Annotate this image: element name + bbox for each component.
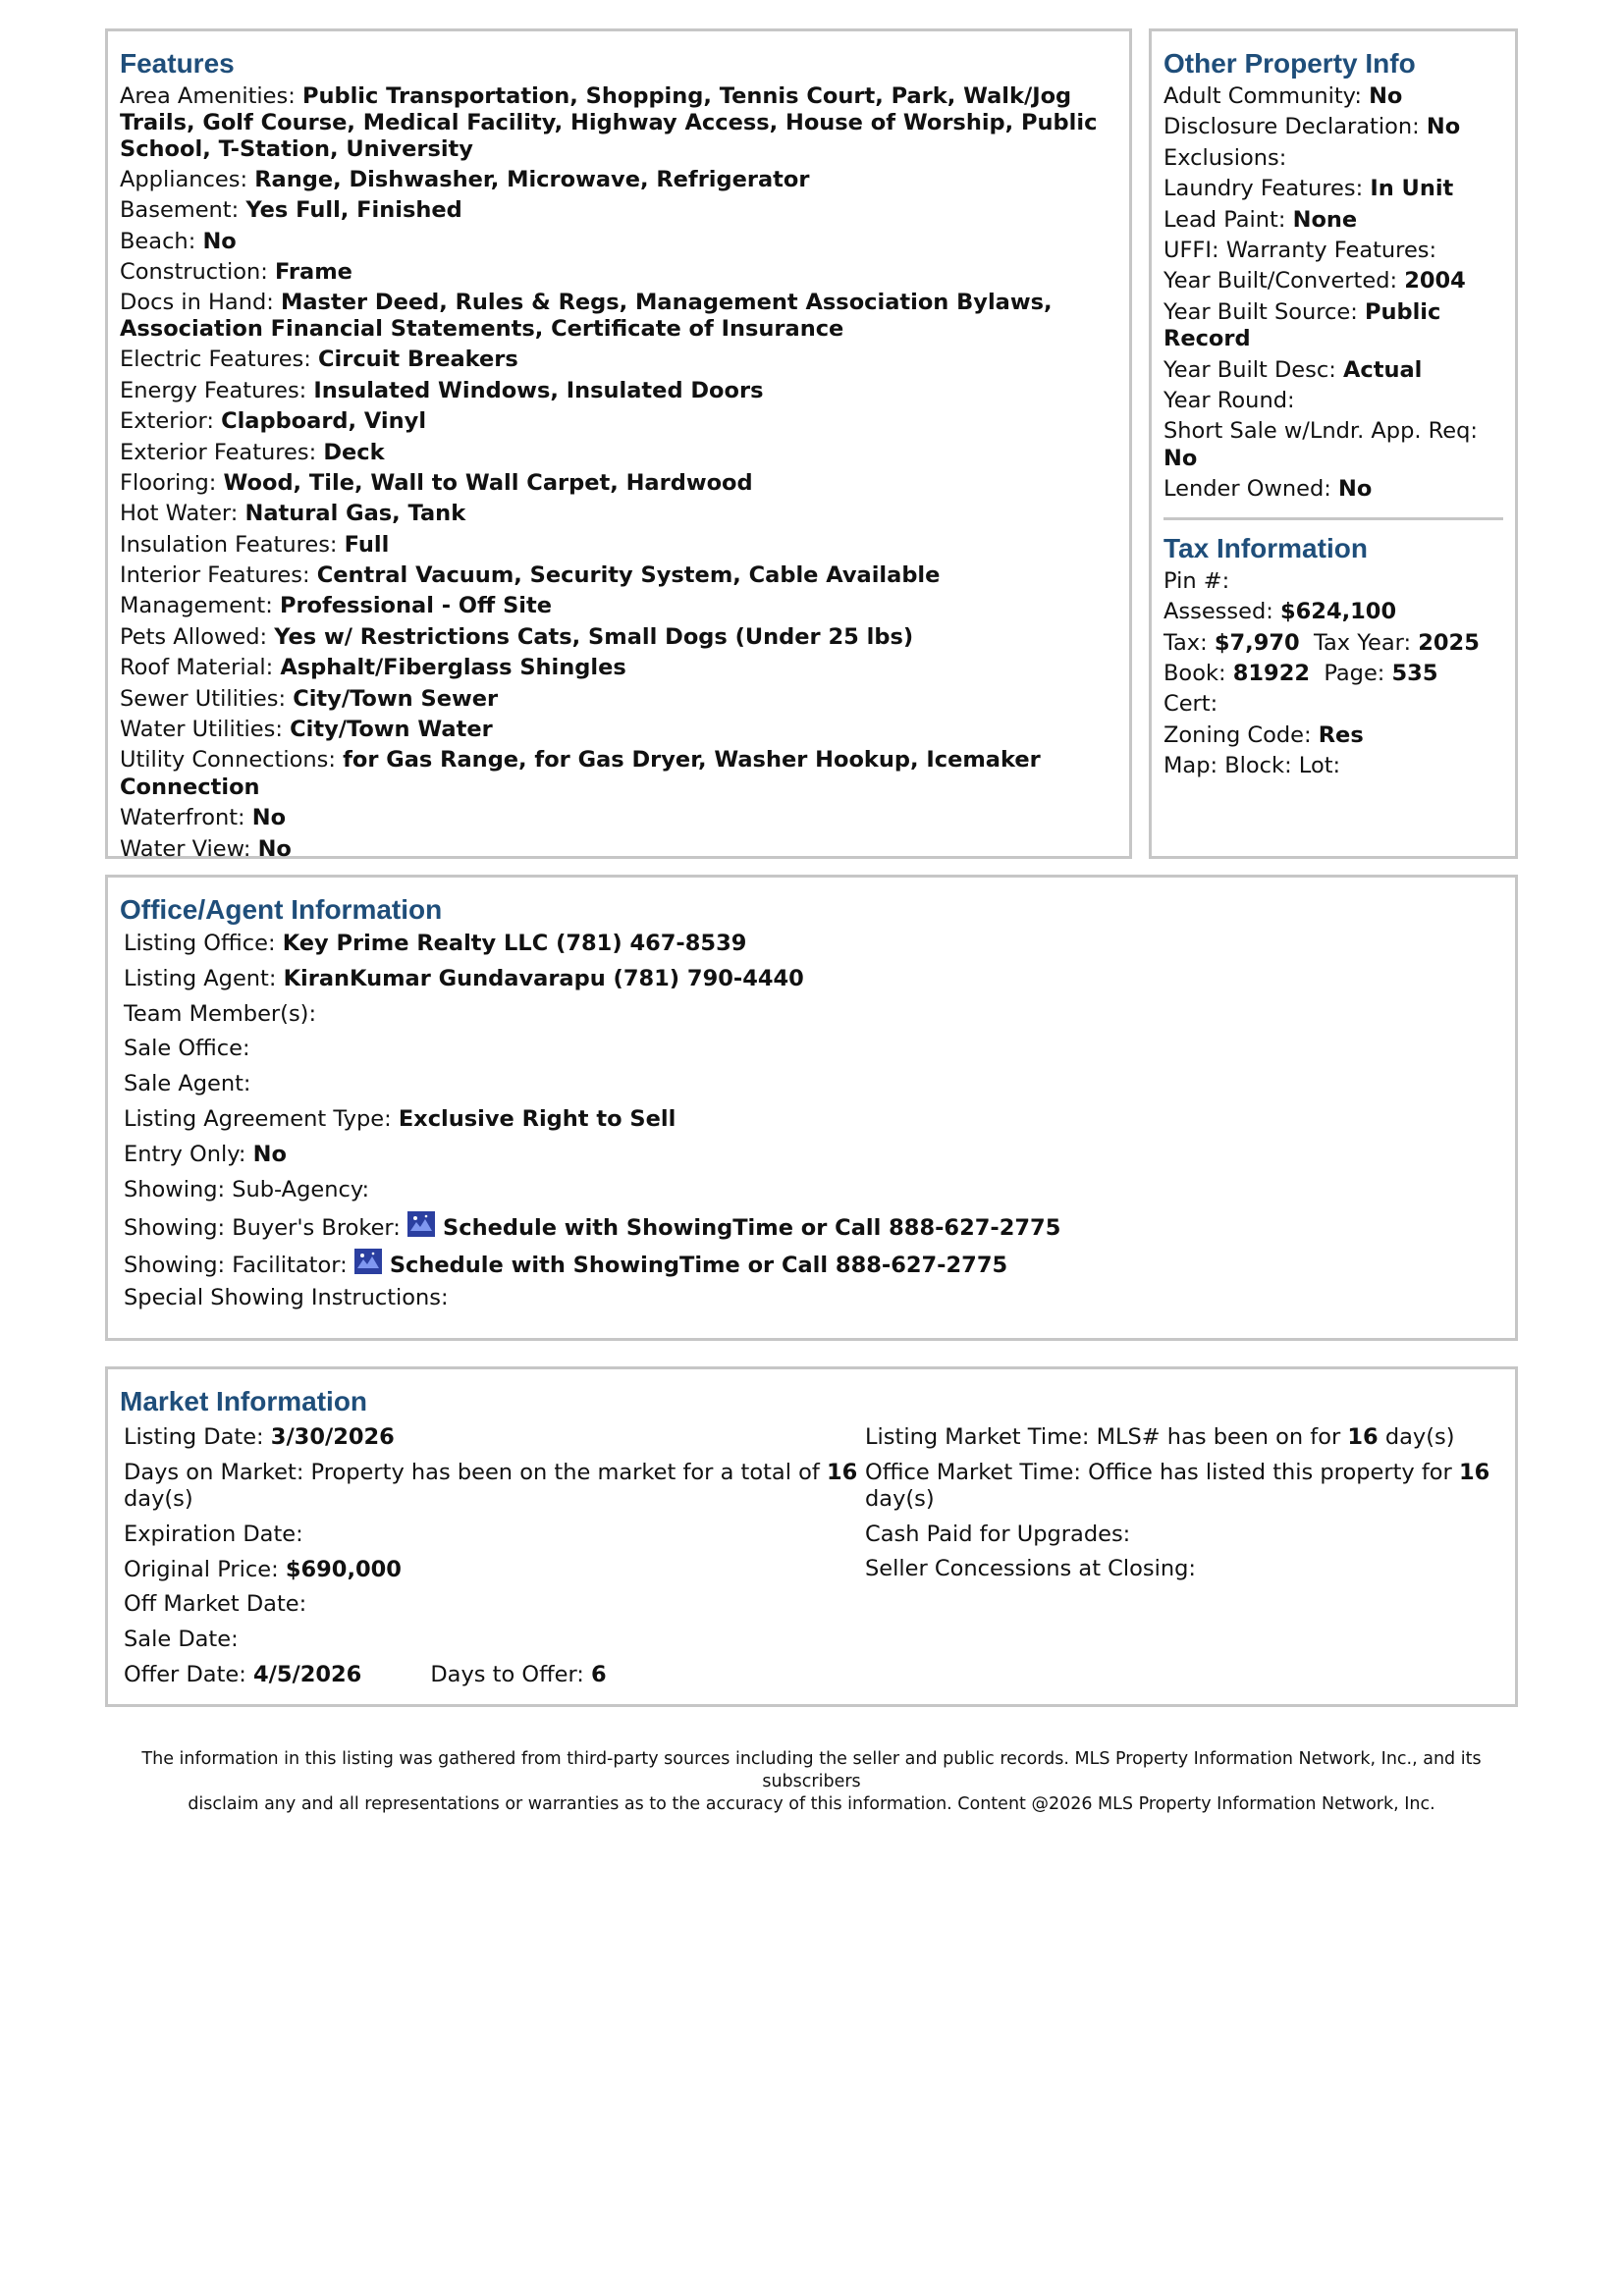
feature-value: Range, Dishwasher, Microwave, Refrigerator — [254, 166, 810, 192]
other-property-label: Year Round: — [1163, 388, 1295, 414]
feature-value: Circuit Breakers — [318, 347, 518, 373]
feature-label: Construction: — [120, 259, 275, 286]
feature-label: Exterior Features: — [120, 439, 324, 465]
feature-value: Yes Full, Finished — [245, 197, 462, 224]
other-property-value: No — [1163, 445, 1198, 471]
feature-row — [120, 717, 1117, 744]
market-right-column — [865, 1424, 1493, 1697]
other-property-row — [1163, 176, 1503, 203]
tax-info-title: Tax Information — [1163, 532, 1368, 563]
feature-value: Wood, Tile, Wall to Wall Carpet, Hardwood — [223, 469, 753, 496]
office-agent-row — [120, 1142, 1503, 1169]
feature-value: Full — [344, 531, 390, 558]
office-agent-label: Listing Agreement Type: — [124, 1105, 399, 1132]
market-left-label: Expiration Date: — [124, 1521, 303, 1547]
feature-row — [120, 747, 1117, 801]
office-agent-value: No — [252, 1141, 287, 1167]
other-property-value: 2004 — [1404, 268, 1466, 294]
other-property-row — [1163, 418, 1503, 472]
market-right-row — [865, 1556, 1493, 1583]
feature-row — [120, 347, 1117, 374]
other-property-label: Year Built Source: — [1163, 298, 1365, 325]
other-property-value: No — [1369, 83, 1403, 109]
feature-value: No — [202, 228, 237, 254]
office-agent-label: Showing: Sub-Agency: — [124, 1176, 370, 1202]
other-property-label: Lead Paint: — [1163, 206, 1293, 233]
tax-book-row: Book: 81922 Page: 535 — [1163, 660, 1438, 686]
market-right-label: Listing Market Time: MLS# has been on for — [865, 1424, 1348, 1450]
features-list — [120, 83, 1117, 863]
feature-label: Flooring: — [120, 469, 224, 496]
feature-label: Hot Water: — [120, 501, 245, 527]
market-info-section — [105, 1366, 1518, 1707]
market-left-row — [124, 1460, 865, 1514]
feature-label: Interior Features: — [120, 562, 317, 589]
feature-label: Utility Connections: — [120, 747, 344, 774]
office-agent-value: Key Prime Realty LLC (781) 467-8539 — [282, 931, 747, 956]
office-agent-label: Listing Agent: — [124, 965, 284, 991]
office-agent-label: Sale Office: — [124, 1036, 250, 1062]
feature-row — [120, 593, 1117, 620]
other-property-row — [1163, 268, 1503, 295]
market-right-suffix: day(s) — [865, 1486, 935, 1512]
tax-cert-row: Cert: — [1163, 691, 1218, 718]
feature-row — [120, 655, 1117, 682]
facilitator-row: Showing: Facilitator: Schedule with ShowingTime or Call 888-627-2775 — [120, 1249, 1503, 1280]
market-left-label: Original Price: — [124, 1556, 286, 1582]
feature-label: Exterior: — [120, 408, 222, 435]
market-left-label: Listing Date: — [124, 1424, 271, 1450]
other-property-row — [1163, 299, 1503, 353]
feature-row — [120, 290, 1117, 343]
feature-row — [120, 805, 1117, 832]
feature-value: Insulated Windows, Insulated Doors — [313, 377, 764, 403]
tax-zoning-row: Zoning Code: Res — [1163, 721, 1364, 748]
market-left-column — [120, 1424, 865, 1697]
office-agent-label: Listing Office: — [124, 931, 283, 956]
feature-label: Electric Features: — [120, 347, 319, 373]
feature-label: Sewer Utilities: — [120, 685, 294, 712]
other-property-label: Short Sale w/Lndr. App. Req: — [1163, 418, 1478, 445]
feature-label: Pets Allowed: — [120, 623, 275, 650]
other-property-label: UFFI: Warranty Features: — [1163, 237, 1437, 263]
other-property-value: No — [1338, 476, 1373, 503]
office-agent-value: KiranKumar Gundavarapu (781) 790-4440 — [283, 965, 804, 991]
market-left-label: Days on Market: Property has been on the market for a total of — [124, 1459, 827, 1485]
showingtime-icon[interactable] — [354, 1249, 382, 1274]
feature-value: Asphalt/Fiberglass Shingles — [280, 655, 626, 681]
market-right-label: Cash Paid for Upgrades: — [865, 1521, 1131, 1547]
other-property-row — [1163, 145, 1503, 173]
feature-row — [120, 378, 1117, 405]
other-property-section — [1149, 28, 1518, 859]
offer-row: Offer Date: 4/5/2026 Days to Offer: 6 — [124, 1661, 607, 1687]
office-agent-section — [105, 875, 1518, 1341]
other-property-value: Actual — [1342, 356, 1423, 383]
office-agent-label: Entry Only: — [124, 1141, 253, 1167]
other-property-value: In Unit — [1370, 176, 1454, 202]
market-left-value: $690,000 — [285, 1556, 402, 1582]
tax-pin-row: Pin #: — [1163, 567, 1230, 594]
market-right-row — [865, 1460, 1493, 1514]
office-agent-value: Exclusive Right to Sell — [398, 1105, 676, 1132]
feature-value: Professional - Off Site — [279, 593, 553, 619]
feature-value: for Gas Range, for Gas Dryer, Washer Hookup, Icemaker Connection — [120, 747, 1041, 800]
facilitator-schedule-link[interactable]: Schedule with ShowingTime or Call 888-627-2775 — [389, 1252, 1008, 1278]
other-property-row — [1163, 238, 1503, 265]
market-left-value: 3/30/2026 — [270, 1424, 395, 1450]
tax-amount-row: Tax: $7,970 Tax Year: 2025 — [1163, 629, 1480, 656]
office-agent-row — [120, 966, 1503, 993]
feature-label: Roof Material: — [120, 655, 281, 681]
other-property-label: Lender Owned: — [1163, 476, 1339, 503]
other-property-label: Year Built/Converted: — [1163, 268, 1405, 294]
office-agent-row — [120, 1071, 1503, 1098]
other-property-label: Adult Community: — [1163, 83, 1370, 109]
feature-label: Insulation Features: — [120, 531, 345, 558]
feature-label: Beach: — [120, 228, 203, 254]
feature-value: City/Town Water — [290, 717, 493, 743]
feature-row — [120, 83, 1117, 163]
market-info-title: Market Information — [120, 1386, 368, 1416]
feature-label: Basement: — [120, 197, 246, 224]
office-agent-row — [120, 1177, 1503, 1204]
market-right-label: Seller Concessions at Closing: — [865, 1556, 1197, 1582]
feature-row — [120, 408, 1117, 436]
other-property-row — [1163, 114, 1503, 141]
feature-label: Area Amenities: — [120, 83, 302, 109]
office-agent-row — [120, 1001, 1503, 1029]
disclaimer — [105, 1748, 1518, 1816]
other-property-label: Year Built Desc: — [1163, 356, 1343, 383]
feature-row — [120, 686, 1117, 714]
market-left-row — [124, 1424, 865, 1452]
other-property-label: Disclosure Declaration: — [1163, 114, 1427, 140]
office-agent-row — [120, 1106, 1503, 1134]
other-property-row — [1163, 357, 1503, 385]
disclaimer-line-2: disclaim any and all representations or warranties as to the accuracy of this information. Content @2026 MLS Property Information Network, Inc. — [188, 1794, 1435, 1814]
feature-value: Public Transportation, Shopping, Tennis Court, Park, Walk/Jog Trails, Golf Course, Medical Facility, Highway Access, House of Worship, Public School, T-Station, University — [120, 83, 1098, 162]
market-right-row — [865, 1424, 1493, 1452]
feature-label: Energy Features: — [120, 377, 314, 403]
market-left-row — [124, 1522, 865, 1549]
other-property-label: Exclusions: — [1163, 144, 1287, 171]
feature-row — [120, 836, 1117, 864]
feature-value: Natural Gas, Tank — [244, 501, 466, 527]
other-property-label: Laundry Features: — [1163, 176, 1371, 202]
buyer-broker-row: Showing: Buyer's Broker: Schedule with ShowingTime or Call 888-627-2775 — [120, 1211, 1503, 1243]
feature-label: Waterfront: — [120, 805, 252, 831]
feature-value: Yes w/ Restrictions Cats, Small Dogs (Under 25 lbs) — [274, 623, 914, 650]
feature-value: No — [251, 805, 287, 831]
other-property-list — [1163, 83, 1503, 504]
disclaimer-line-1: The information in this listing was gathered from third-party sources including the seller and public records. MLS Property Information Network, Inc., and its subscribers — [141, 1749, 1482, 1791]
tax-map-row: Map: Block: Lot: — [1163, 753, 1341, 779]
other-property-value: Public Record — [1163, 298, 1441, 352]
other-property-value: None — [1292, 206, 1358, 233]
market-left-row — [124, 1627, 865, 1654]
section-divider — [1163, 517, 1503, 520]
tax-assessed-row: Assessed: $624,100 — [1163, 599, 1397, 625]
market-left-value: 16 — [826, 1459, 858, 1485]
buyer-broker-schedule-link[interactable]: Schedule with ShowingTime or Call 888-627-2775 — [443, 1215, 1061, 1242]
feature-label: Docs in Hand: — [120, 290, 281, 316]
feature-value: City/Town Sewer — [293, 685, 499, 712]
office-agent-label: Sale Agent: — [124, 1071, 251, 1097]
feature-row — [120, 229, 1117, 256]
market-left-label: Off Market Date: — [124, 1591, 307, 1618]
feature-label: Water Utilities: — [120, 717, 291, 743]
feature-label: Management: — [120, 593, 280, 619]
feature-value: Deck — [323, 439, 385, 465]
other-property-value: No — [1426, 114, 1461, 140]
office-agent-row — [120, 1036, 1503, 1063]
other-property-row — [1163, 207, 1503, 235]
feature-value: Frame — [275, 259, 352, 286]
feature-row — [120, 259, 1117, 287]
office-agent-label: Team Member(s): — [124, 1000, 317, 1027]
market-right-value: 16 — [1458, 1459, 1490, 1485]
other-property-row — [1163, 388, 1503, 415]
feature-row — [120, 562, 1117, 590]
features-section — [105, 28, 1132, 862]
feature-row — [120, 501, 1117, 528]
special-instructions-row: Special Showing Instructions: — [124, 1285, 449, 1311]
market-left-label: Sale Date: — [124, 1627, 239, 1653]
office-agent-title: Office/Agent Information — [120, 894, 443, 925]
feature-row — [120, 624, 1117, 652]
other-property-title: Other Property Info — [1163, 48, 1416, 79]
office-agent-list — [120, 931, 1503, 1203]
market-left-row — [124, 1557, 865, 1584]
feature-label: Appliances: — [120, 166, 255, 192]
market-right-row — [865, 1522, 1493, 1549]
other-property-row — [1163, 83, 1503, 111]
feature-row — [120, 167, 1117, 194]
showingtime-icon[interactable] — [407, 1211, 435, 1237]
market-right-suffix: day(s) — [1384, 1424, 1455, 1450]
office-agent-row — [120, 931, 1503, 958]
feature-value: Master Deed, Rules & Regs, Management Association Bylaws, Association Financial Statements, Certificate of Insurance — [120, 290, 1053, 343]
market-left-suffix: day(s) — [124, 1486, 193, 1513]
market-right-label: Office Market Time: Office has listed this property for — [865, 1459, 1459, 1485]
other-property-row — [1163, 476, 1503, 504]
market-left-row — [124, 1591, 865, 1619]
feature-row — [120, 470, 1117, 498]
feature-row — [120, 532, 1117, 560]
feature-value: Clapboard, Vinyl — [221, 408, 427, 435]
feature-value: Central Vacuum, Security System, Cable Available — [316, 562, 941, 589]
feature-value: No — [257, 835, 292, 862]
features-title: Features — [120, 48, 235, 79]
market-right-value: 16 — [1347, 1424, 1379, 1450]
feature-label: Water View: — [120, 835, 258, 862]
feature-row — [120, 440, 1117, 467]
feature-row — [120, 197, 1117, 225]
